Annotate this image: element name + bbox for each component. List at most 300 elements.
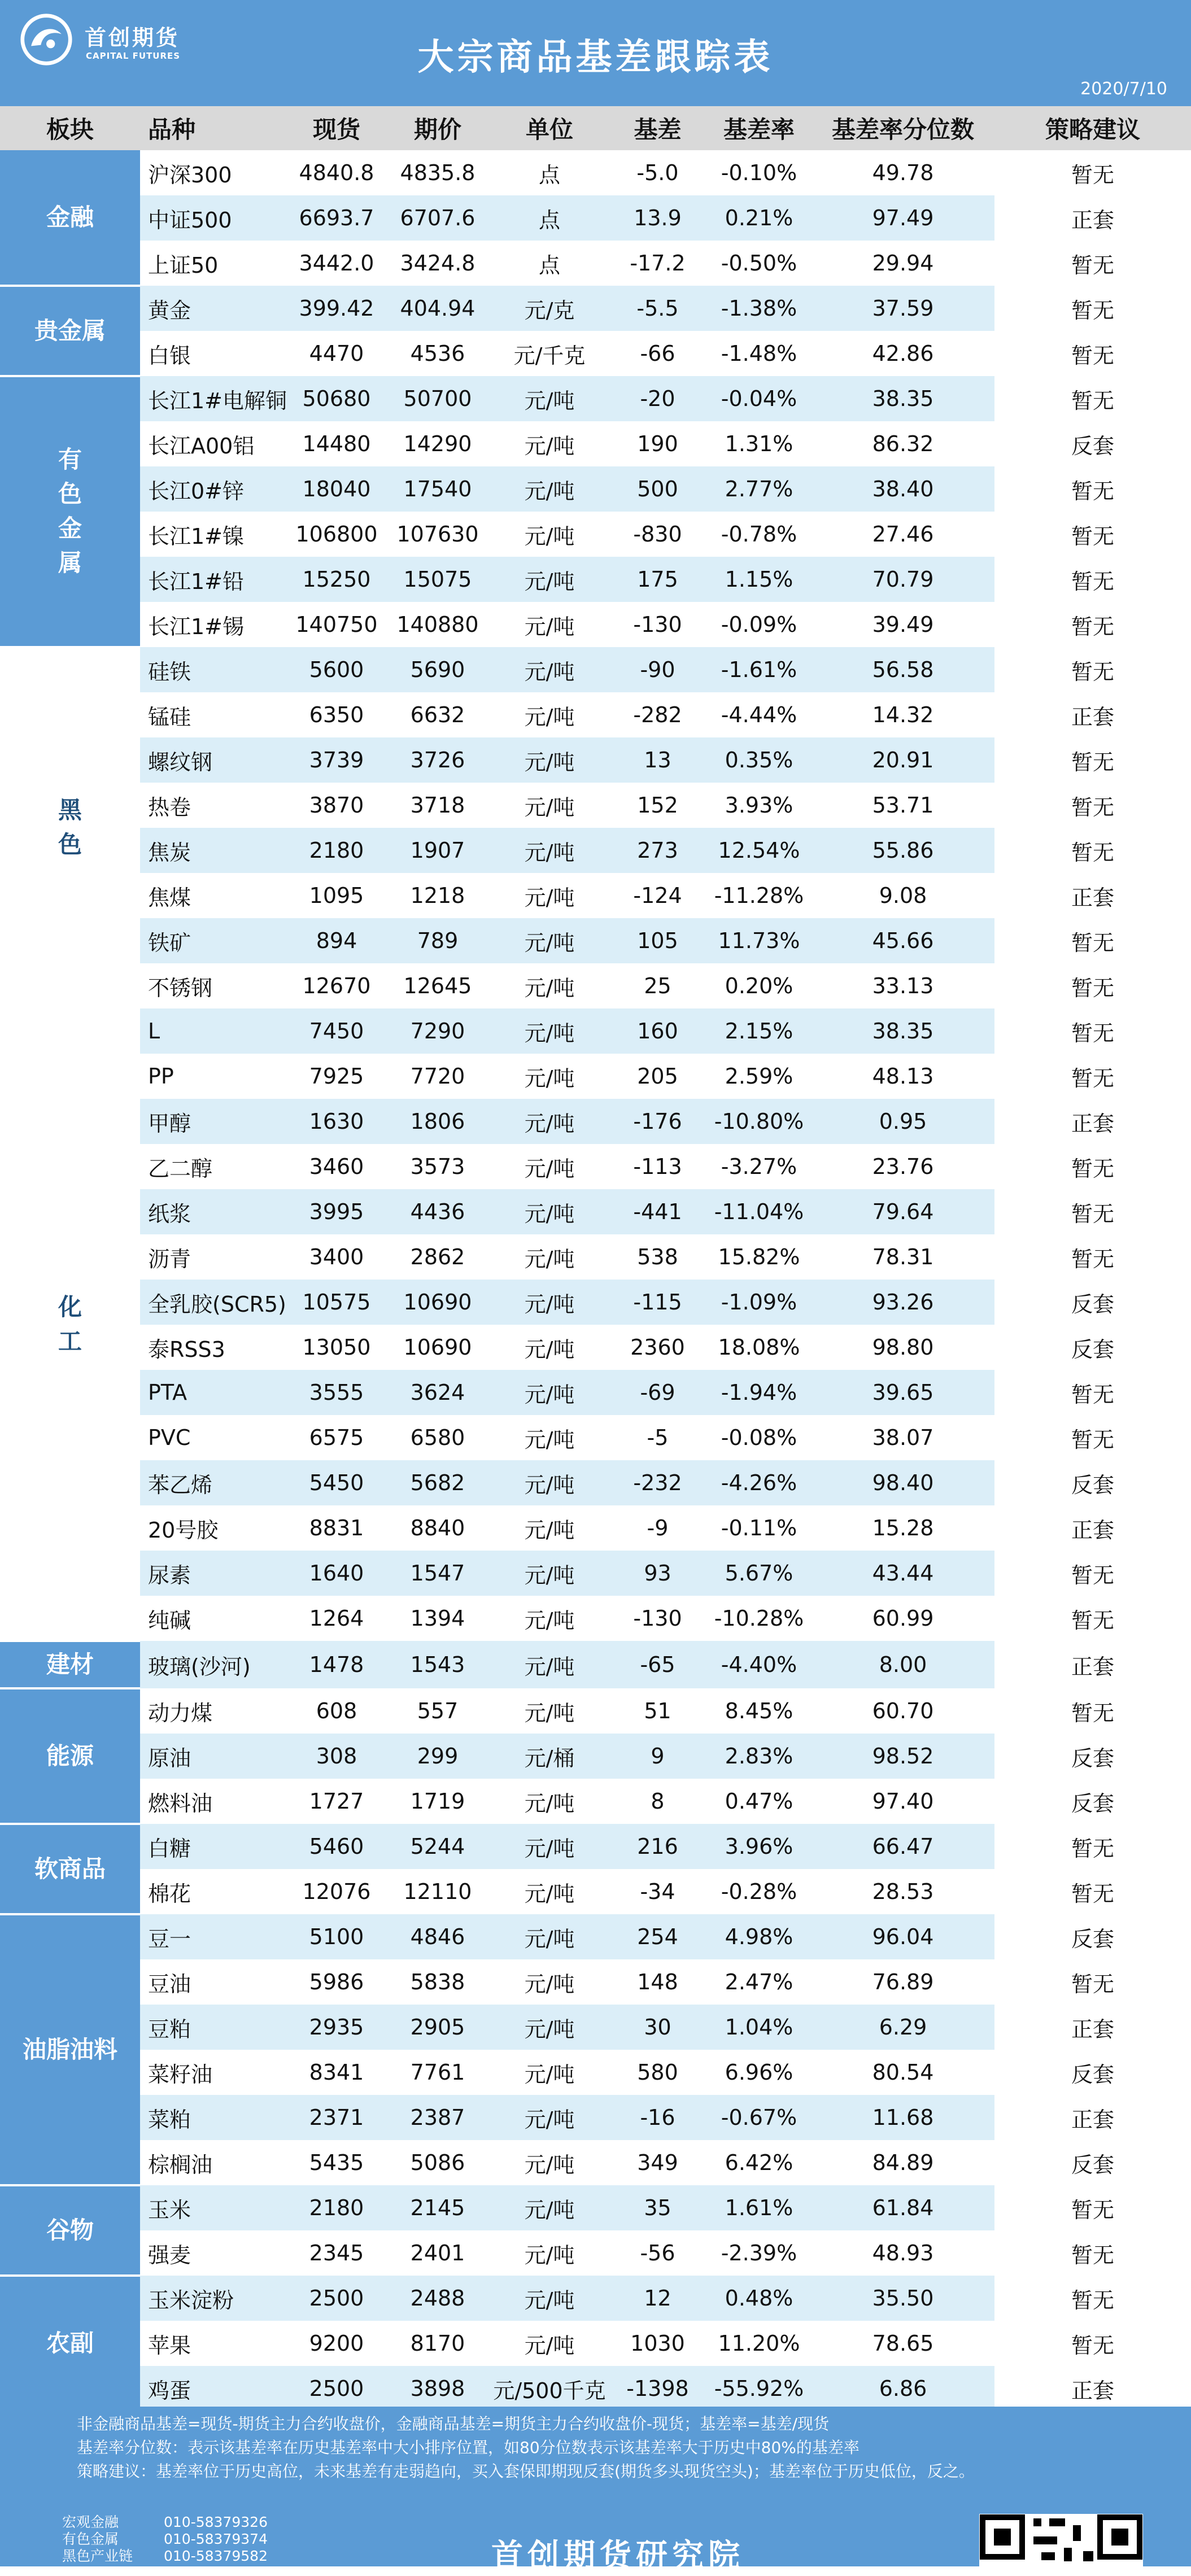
table-row (0, 2276, 1191, 2321)
basis-percentile-cell: 38.35 (812, 376, 994, 421)
basis-cell: 51 (609, 1688, 706, 1734)
futures-price-cell: 107630 (385, 512, 490, 557)
unit-cell: 元/吨 (490, 557, 609, 602)
strategy-cell: 反套 (994, 1325, 1191, 1370)
product-name-cell: 20号胶 (140, 1505, 288, 1551)
futures-price-cell: 3573 (385, 1144, 490, 1189)
contact-item (62, 2548, 268, 2565)
strategy-cell: 反套 (994, 421, 1191, 466)
product-name-cell: 螺纹钢 (140, 737, 288, 783)
basis-rate-cell: 11.73% (706, 918, 812, 963)
basis-cell: 93 (609, 1551, 706, 1596)
basis-percentile-cell: 98.52 (812, 1734, 994, 1779)
basis-cell: 12 (609, 2276, 706, 2321)
product-name-cell: 白糖 (140, 1824, 288, 1869)
spot-price-cell: 4470 (288, 331, 385, 376)
unit-cell: 元/吨 (490, 1869, 609, 1914)
basis-cell: 8 (609, 1779, 706, 1824)
basis-cell: -441 (609, 1189, 706, 1234)
spot-price-cell: 1630 (288, 1099, 385, 1144)
basis-cell: 13 (609, 737, 706, 783)
table-row (0, 2230, 1191, 2276)
basis-rate-cell: 8.45% (706, 1688, 812, 1734)
table-row (0, 1189, 1191, 1234)
contact-phone: 010-58379582 (164, 2548, 268, 2564)
basis-rate-cell: -1.09% (706, 1280, 812, 1325)
table-row (0, 1914, 1191, 1959)
unit-cell: 点 (490, 241, 609, 286)
product-name-cell: L (140, 1008, 288, 1054)
basis-percentile-cell: 14.32 (812, 692, 994, 737)
strategy-cell: 暂无 (994, 783, 1191, 828)
basis-percentile-cell: 39.49 (812, 602, 994, 647)
spot-price-cell: 10575 (288, 1280, 385, 1325)
futures-price-cell: 4436 (385, 1189, 490, 1234)
unit-cell: 元/吨 (490, 2050, 609, 2095)
basis-rate-cell: -2.39% (706, 2230, 812, 2276)
table-row (0, 331, 1191, 376)
basis-rate-cell: 11.20% (706, 2321, 812, 2366)
futures-price-cell: 4536 (385, 331, 490, 376)
basis-percentile-cell: 9.08 (812, 873, 994, 918)
product-name-cell: 棉花 (140, 1869, 288, 1914)
product-name-cell: 锰硅 (140, 692, 288, 737)
product-name-cell: 不锈钢 (140, 963, 288, 1008)
basis-percentile-cell: 61.84 (812, 2185, 994, 2230)
basis-percentile-cell: 23.76 (812, 1144, 994, 1189)
spot-price-cell: 2500 (288, 2276, 385, 2321)
sector-cell: 金融 (0, 150, 140, 286)
unit-cell: 元/吨 (490, 1054, 609, 1099)
basis-rate-cell: -55.92% (706, 2366, 812, 2411)
product-name-cell: 纸浆 (140, 1189, 288, 1234)
table-row (0, 1280, 1191, 1325)
table-row (0, 2140, 1191, 2185)
strategy-cell: 正套 (994, 2366, 1191, 2411)
basis-percentile-cell: 29.94 (812, 241, 994, 286)
strategy-cell: 暂无 (994, 1869, 1191, 1914)
spot-price-cell: 8341 (288, 2050, 385, 2095)
logo-text-cn: 首创期货 (85, 25, 180, 50)
col-header-basis-rate: 基差率 (706, 106, 812, 150)
basis-rate-cell: 0.48% (706, 2276, 812, 2321)
basis-percentile-cell: 56.58 (812, 647, 994, 692)
basis-percentile-cell: 98.80 (812, 1325, 994, 1370)
basis-percentile-cell: 93.26 (812, 1280, 994, 1325)
basis-cell: -65 (609, 1641, 706, 1688)
unit-cell: 元/吨 (490, 1099, 609, 1144)
unit-cell: 元/吨 (490, 1008, 609, 1054)
unit-cell: 元/吨 (490, 2005, 609, 2050)
sector-cell: 油脂油料 (0, 1914, 140, 2185)
table-row (0, 647, 1191, 692)
report-date: 2020/7/10 (1080, 79, 1167, 99)
table-row (0, 692, 1191, 737)
table-row (0, 737, 1191, 783)
basis-cell: 148 (609, 1959, 706, 2005)
product-name-cell: 长江1#铅 (140, 557, 288, 602)
basis-percentile-cell: 86.32 (812, 421, 994, 466)
basis-cell: -56 (609, 2230, 706, 2276)
product-name-cell: 中证500 (140, 195, 288, 241)
strategy-cell: 暂无 (994, 150, 1191, 195)
product-name-cell: 热卷 (140, 783, 288, 828)
basis-cell: 580 (609, 2050, 706, 2095)
spot-price-cell: 13050 (288, 1325, 385, 1370)
unit-cell: 元/吨 (490, 1505, 609, 1551)
futures-price-cell: 7720 (385, 1054, 490, 1099)
col-header-sector: 板块 (0, 106, 140, 150)
basis-percentile-cell: 78.31 (812, 1234, 994, 1280)
spot-price-cell: 2180 (288, 828, 385, 873)
basis-cell: 105 (609, 918, 706, 963)
basis-percentile-cell: 78.65 (812, 2321, 994, 2366)
futures-price-cell: 2862 (385, 1234, 490, 1280)
sector-cell: 谷物 (0, 2185, 140, 2276)
basis-cell: -5 (609, 1415, 706, 1460)
unit-cell: 元/吨 (490, 873, 609, 918)
spot-price-cell: 5600 (288, 647, 385, 692)
futures-price-cell: 2401 (385, 2230, 490, 2276)
product-name-cell: 鸡蛋 (140, 2366, 288, 2411)
table-row (0, 1144, 1191, 1189)
futures-price-cell: 4846 (385, 1914, 490, 1959)
basis-cell: -124 (609, 873, 706, 918)
futures-price-cell: 7290 (385, 1008, 490, 1054)
sector-cell: 贵金属 (0, 286, 140, 376)
strategy-cell: 暂无 (994, 557, 1191, 602)
col-header-unit: 单位 (490, 106, 609, 150)
unit-cell: 元/吨 (490, 466, 609, 512)
spot-price-cell: 2500 (288, 2366, 385, 2411)
table-row (0, 828, 1191, 873)
strategy-cell: 暂无 (994, 1144, 1191, 1189)
table-row (0, 512, 1191, 557)
sector-cell: 有 色 金 属 (0, 376, 140, 647)
basis-rate-cell: -0.28% (706, 1869, 812, 1914)
unit-cell: 元/吨 (490, 1914, 609, 1959)
futures-price-cell: 1218 (385, 873, 490, 918)
strategy-cell: 正套 (994, 1099, 1191, 1144)
futures-price-cell: 140880 (385, 602, 490, 647)
basis-cell: -34 (609, 1869, 706, 1914)
futures-price-cell: 404.94 (385, 286, 490, 331)
table-row (0, 918, 1191, 963)
table-row (0, 1008, 1191, 1054)
table-row (0, 1959, 1191, 2005)
strategy-cell: 暂无 (994, 376, 1191, 421)
product-name-cell: 泰RSS3 (140, 1325, 288, 1370)
strategy-cell: 暂无 (994, 1959, 1191, 2005)
product-name-cell: 玉米 (140, 2185, 288, 2230)
strategy-cell: 暂无 (994, 1551, 1191, 1596)
basis-rate-cell: -0.78% (706, 512, 812, 557)
basis-rate-cell: 2.15% (706, 1008, 812, 1054)
footer (0, 2407, 1191, 2574)
spot-price-cell: 106800 (288, 512, 385, 557)
unit-cell: 元/吨 (490, 1189, 609, 1234)
basis-rate-cell: -11.04% (706, 1189, 812, 1234)
basis-cell: 1030 (609, 2321, 706, 2366)
basis-rate-cell: 2.47% (706, 1959, 812, 2005)
futures-price-cell: 8840 (385, 1505, 490, 1551)
futures-price-cell: 5682 (385, 1460, 490, 1505)
basis-cell: -20 (609, 376, 706, 421)
basis-cell: 205 (609, 1054, 706, 1099)
table-row (0, 1325, 1191, 1370)
basis-percentile-cell: 0.95 (812, 1099, 994, 1144)
strategy-cell: 暂无 (994, 241, 1191, 286)
futures-price-cell: 2387 (385, 2095, 490, 2140)
basis-percentile-cell: 35.50 (812, 2276, 994, 2321)
basis-rate-cell: 2.59% (706, 1054, 812, 1099)
spot-price-cell: 140750 (288, 602, 385, 647)
basis-percentile-cell: 76.89 (812, 1959, 994, 2005)
table-row (0, 1415, 1191, 1460)
futures-price-cell: 1907 (385, 828, 490, 873)
table-row (0, 2095, 1191, 2140)
futures-price-cell: 1394 (385, 1596, 490, 1641)
basis-cell: -69 (609, 1370, 706, 1415)
basis-cell: 538 (609, 1234, 706, 1280)
basis-cell: -16 (609, 2095, 706, 2140)
table-row (0, 1779, 1191, 1824)
sector-cell: 建材 (0, 1641, 140, 1688)
unit-cell: 元/克 (490, 286, 609, 331)
product-name-cell: 尿素 (140, 1551, 288, 1596)
product-name-cell: 焦煤 (140, 873, 288, 918)
unit-cell: 元/吨 (490, 647, 609, 692)
basis-rate-cell: -10.28% (706, 1596, 812, 1641)
basis-rate-cell: 0.21% (706, 195, 812, 241)
sector-cell: 农副 (0, 2276, 140, 2411)
table-row (0, 2185, 1191, 2230)
basis-percentile-cell: 45.66 (812, 918, 994, 963)
basis-rate-cell: -1.38% (706, 286, 812, 331)
spot-price-cell: 5435 (288, 2140, 385, 2185)
spot-price-cell: 12076 (288, 1869, 385, 1914)
spot-price-cell: 6693.7 (288, 195, 385, 241)
basis-cell: 160 (609, 1008, 706, 1054)
futures-price-cell: 5086 (385, 2140, 490, 2185)
strategy-cell: 暂无 (994, 1688, 1191, 1734)
strategy-cell: 暂无 (994, 1054, 1191, 1099)
sector-cell: 黑 色 (0, 647, 140, 1008)
basis-percentile-cell: 79.64 (812, 1189, 994, 1234)
futures-price-cell: 3898 (385, 2366, 490, 2411)
basis-rate-cell: -1.48% (706, 331, 812, 376)
basis-rate-cell: -0.11% (706, 1505, 812, 1551)
futures-price-cell: 10690 (385, 1280, 490, 1325)
basis-cell: 30 (609, 2005, 706, 2050)
futures-price-cell: 15075 (385, 557, 490, 602)
unit-cell: 元/吨 (490, 1596, 609, 1641)
spot-price-cell: 3870 (288, 783, 385, 828)
basis-cell: 254 (609, 1914, 706, 1959)
basis-percentile-cell: 60.70 (812, 1688, 994, 1734)
note-basis-definition: 非金融商品基差=现货-期货主力合约收盘价，金融商品基差=期货主力合约收盘价-现货；基差率=基差/现货 (77, 2415, 830, 2433)
basis-cell: -1398 (609, 2366, 706, 2411)
basis-rate-cell: 6.96% (706, 2050, 812, 2095)
product-name-cell: 燃料油 (140, 1779, 288, 1824)
strategy-cell: 暂无 (994, 647, 1191, 692)
spot-price-cell: 50680 (288, 376, 385, 421)
table-row (0, 2050, 1191, 2095)
table-row (0, 1869, 1191, 1914)
spot-price-cell: 5450 (288, 1460, 385, 1505)
spot-price-cell: 399.42 (288, 286, 385, 331)
table-row (0, 557, 1191, 602)
spot-price-cell: 12670 (288, 963, 385, 1008)
basis-percentile-cell: 15.28 (812, 1505, 994, 1551)
basis-rate-cell: 12.54% (706, 828, 812, 873)
basis-cell: 349 (609, 2140, 706, 2185)
strategy-cell: 反套 (994, 1460, 1191, 1505)
basis-cell: -130 (609, 602, 706, 647)
spot-price-cell: 4840.8 (288, 150, 385, 195)
unit-cell: 点 (490, 150, 609, 195)
futures-price-cell: 10690 (385, 1325, 490, 1370)
product-name-cell: 纯碱 (140, 1596, 288, 1641)
futures-price-cell: 2905 (385, 2005, 490, 2050)
strategy-cell: 反套 (994, 2140, 1191, 2185)
strategy-cell: 暂无 (994, 737, 1191, 783)
futures-price-cell: 50700 (385, 376, 490, 421)
strategy-cell: 正套 (994, 2095, 1191, 2140)
contact-list (62, 2514, 268, 2565)
table-row (0, 1596, 1191, 1641)
footer-notes (77, 2412, 975, 2483)
basis-percentile-cell: 80.54 (812, 2050, 994, 2095)
note-percentile-definition: 基差率分位数：表示该基差率在历史基差率中大小排序位置，如80分位数表示该基差率大于历史中80%的基差率 (77, 2438, 860, 2457)
basis-table (0, 106, 1191, 2412)
strategy-cell: 正套 (994, 195, 1191, 241)
basis-cell: 175 (609, 557, 706, 602)
basis-rate-cell: 1.31% (706, 421, 812, 466)
product-name-cell: 原油 (140, 1734, 288, 1779)
strategy-cell: 正套 (994, 873, 1191, 918)
unit-cell: 元/吨 (490, 1824, 609, 1869)
strategy-cell: 暂无 (994, 1596, 1191, 1641)
spot-price-cell: 8831 (288, 1505, 385, 1551)
page-title: 大宗商品基差跟踪表 (417, 37, 774, 78)
unit-cell: 元/吨 (490, 828, 609, 873)
strategy-cell: 暂无 (994, 1370, 1191, 1415)
logo-text-en: CAPITAL FUTURES (86, 51, 181, 61)
basis-percentile-cell: 70.79 (812, 557, 994, 602)
basis-cell: -9 (609, 1505, 706, 1551)
spot-price-cell: 894 (288, 918, 385, 963)
basis-rate-cell: -1.61% (706, 647, 812, 692)
spot-price-cell: 3442.0 (288, 241, 385, 286)
unit-cell: 元/吨 (490, 963, 609, 1008)
product-name-cell: 铁矿 (140, 918, 288, 963)
basis-cell: 500 (609, 466, 706, 512)
col-header-futures: 期价 (385, 106, 490, 150)
basis-rate-cell: 6.42% (706, 2140, 812, 2185)
strategy-cell: 反套 (994, 2050, 1191, 2095)
basis-percentile-cell: 20.91 (812, 737, 994, 783)
basis-cell: -113 (609, 1144, 706, 1189)
spot-price-cell: 6575 (288, 1415, 385, 1460)
unit-cell: 元/桶 (490, 1734, 609, 1779)
spot-price-cell: 3400 (288, 1234, 385, 1280)
product-name-cell: 甲醇 (140, 1099, 288, 1144)
basis-rate-cell: -11.28% (706, 873, 812, 918)
table-row (0, 1824, 1191, 1869)
strategy-cell: 反套 (994, 1779, 1191, 1824)
basis-percentile-cell: 48.93 (812, 2230, 994, 2276)
spot-price-cell: 2180 (288, 2185, 385, 2230)
basis-percentile-cell: 28.53 (812, 1869, 994, 1914)
strategy-cell: 反套 (994, 1280, 1191, 1325)
basis-cell: 13.9 (609, 195, 706, 241)
futures-price-cell: 6707.6 (385, 195, 490, 241)
header-bar (0, 0, 1191, 106)
spot-price-cell: 18040 (288, 466, 385, 512)
basis-rate-cell: -10.80% (706, 1099, 812, 1144)
contact-phone: 010-58379326 (164, 2514, 268, 2530)
basis-percentile-cell: 55.86 (812, 828, 994, 873)
basis-rate-cell: 1.04% (706, 2005, 812, 2050)
basis-percentile-cell: 38.07 (812, 1415, 994, 1460)
col-header-product: 品种 (140, 106, 288, 150)
strategy-cell: 暂无 (994, 331, 1191, 376)
spot-price-cell: 2345 (288, 2230, 385, 2276)
table-row (0, 963, 1191, 1008)
product-name-cell: PTA (140, 1370, 288, 1415)
spot-price-cell: 3555 (288, 1370, 385, 1415)
basis-rate-cell: -1.94% (706, 1370, 812, 1415)
table-row (0, 466, 1191, 512)
futures-price-cell: 2488 (385, 2276, 490, 2321)
product-name-cell: 棕榈油 (140, 2140, 288, 2185)
unit-cell: 元/吨 (490, 512, 609, 557)
contact-item (62, 2531, 268, 2548)
product-name-cell: 长江0#锌 (140, 466, 288, 512)
basis-percentile-cell: 97.40 (812, 1779, 994, 1824)
unit-cell: 元/吨 (490, 1234, 609, 1280)
spot-price-cell: 9200 (288, 2321, 385, 2366)
col-header-spot: 现货 (288, 106, 385, 150)
futures-price-cell: 789 (385, 918, 490, 963)
unit-cell: 元/吨 (490, 692, 609, 737)
strategy-cell: 暂无 (994, 512, 1191, 557)
unit-cell: 元/吨 (490, 1641, 609, 1688)
futures-price-cell: 1543 (385, 1641, 490, 1688)
basis-percentile-cell: 97.49 (812, 195, 994, 241)
strategy-cell: 暂无 (994, 2230, 1191, 2276)
spot-price-cell: 2371 (288, 2095, 385, 2140)
spot-price-cell: 5986 (288, 1959, 385, 2005)
table-row (0, 1551, 1191, 1596)
futures-price-cell: 557 (385, 1688, 490, 1734)
unit-cell: 元/吨 (490, 1370, 609, 1415)
basis-rate-cell: -3.27% (706, 1144, 812, 1189)
basis-percentile-cell: 84.89 (812, 2140, 994, 2185)
strategy-cell: 暂无 (994, 918, 1191, 963)
basis-cell: -130 (609, 1596, 706, 1641)
unit-cell: 元/吨 (490, 1280, 609, 1325)
product-name-cell: 黄金 (140, 286, 288, 331)
basis-percentile-cell: 96.04 (812, 1914, 994, 1959)
futures-price-cell: 3624 (385, 1370, 490, 1415)
futures-price-cell: 8170 (385, 2321, 490, 2366)
spot-price-cell: 1727 (288, 1779, 385, 1824)
table-row (0, 195, 1191, 241)
futures-price-cell: 2145 (385, 2185, 490, 2230)
product-name-cell: 焦炭 (140, 828, 288, 873)
